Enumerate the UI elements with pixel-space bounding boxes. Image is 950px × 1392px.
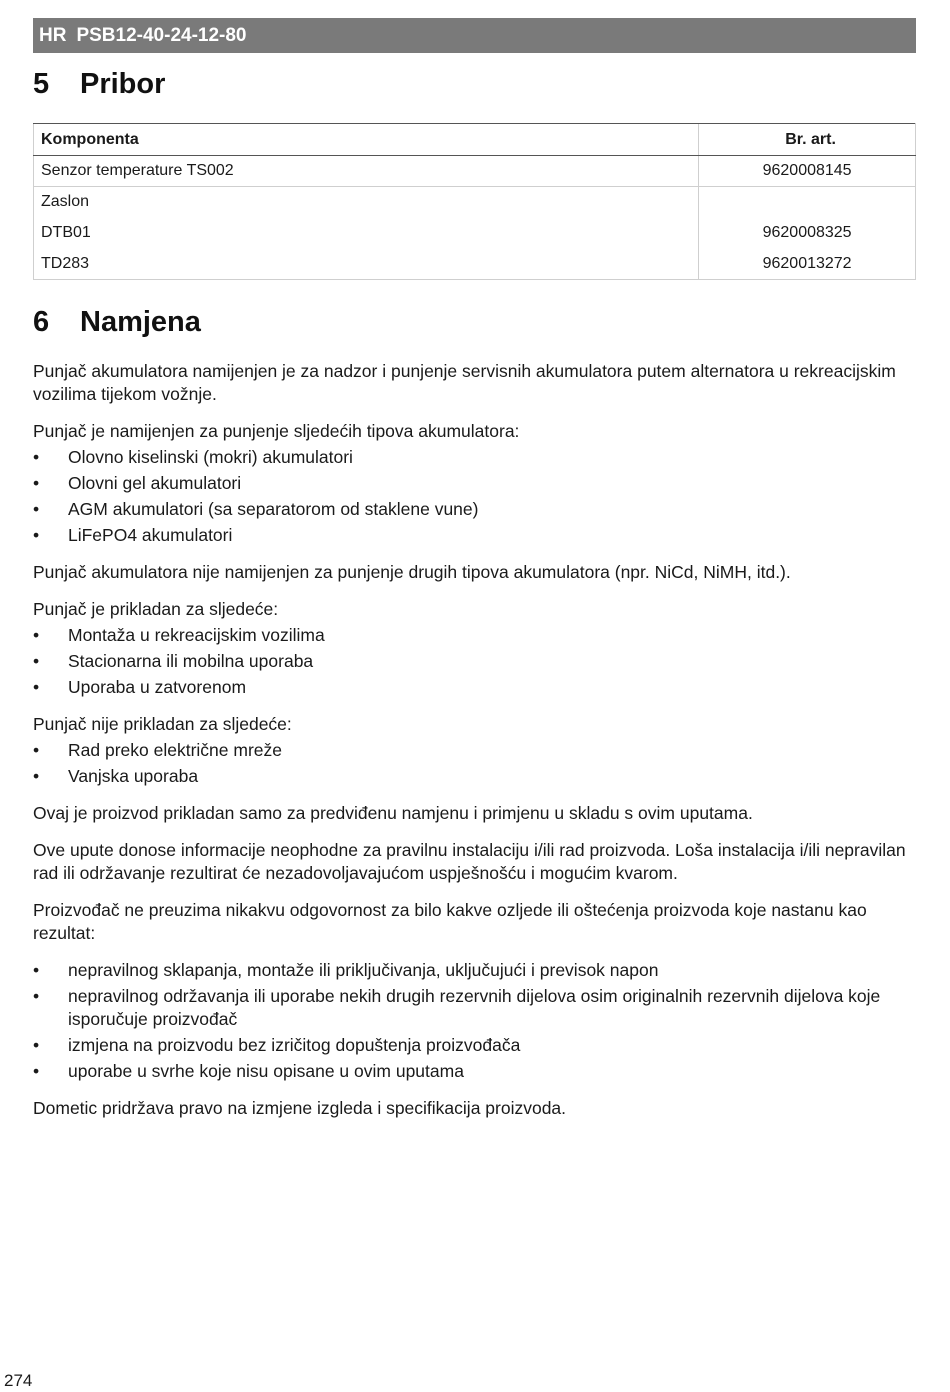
bullet-icon: • <box>33 447 40 467</box>
list-item: • izmjena na proizvodu bez izričitog dopuštenja proizvođača <box>33 1035 521 1055</box>
bullet-icon: • <box>33 651 40 671</box>
component-cell: TD283 <box>34 249 699 280</box>
paragraph-battery-intro: Punjač je namijenjen za punjenje sljedećih tipova akumulatora: <box>33 421 520 441</box>
list-item: • Montaža u rekreacijskim vozilima <box>33 625 325 645</box>
bullet-icon: • <box>33 677 40 697</box>
article-cell <box>699 187 916 218</box>
section-title: Pribor <box>80 68 166 100</box>
section-5-heading <box>33 68 165 101</box>
section-title: Namjena <box>80 306 201 338</box>
paragraph-liability-intro: Proizvođač ne preuzima nikakvu odgovornost za bilo kakve ozljede ili oštećenja proizvoda koje nastanu kao rezultat: <box>33 900 867 943</box>
list-item: • Olovno kiselinski (mokri) akumulatori <box>33 447 353 467</box>
bullet-icon: • <box>33 740 40 760</box>
component-cell: Senzor temperature TS002 <box>34 156 699 187</box>
article-cell: 9620008325 <box>699 218 916 249</box>
liability-list <box>33 959 916 1083</box>
suitable-list <box>33 624 916 699</box>
component-cell: Zaslon <box>34 187 699 218</box>
section-number: 6 <box>33 306 50 338</box>
article-cell: 9620008145 <box>699 156 916 187</box>
list-item: • Uporaba u zatvorenom <box>33 677 247 697</box>
list-item: • nepravilnog održavanja ili uporabe nekih drugih rezervnih dijelova osim originalnih rezervnih dijelova koje isporučuje proizvođač <box>33 986 881 1029</box>
paragraph-suitable-intro: Punjač je prikladan za sljedeće: <box>33 599 279 619</box>
paragraph-intended-use: Ovaj je proizvod prikladan samo za predviđenu namjenu i primjenu u skladu s ovim uputama. <box>33 803 753 823</box>
bullet-icon: • <box>33 525 40 545</box>
table-row <box>34 218 916 249</box>
section-number: 5 <box>33 68 50 100</box>
page-number: 274 <box>4 1371 33 1390</box>
column-header-component: Komponenta <box>34 124 699 156</box>
list-item: • nepravilnog sklapanja, montaže ili priključivanja, uključujući i previsok napon <box>33 960 659 980</box>
header-bar <box>33 18 916 53</box>
table-row <box>34 156 916 187</box>
bullet-icon: • <box>33 1061 40 1081</box>
paragraph-rights: Dometic pridržava pravo na izmjene izgleda i specifikacija proizvoda. <box>33 1098 567 1118</box>
paragraph-instructions: Ove upute donose informacije neophodne za pravilnu instalaciju i/ili rad proizvoda. Loša instalacija i/ili nepravilan rad ili održavanje rezultirat će nezadovoljavajućom uspješnošću i mogućim kvarom. <box>33 840 906 883</box>
section-6-body <box>33 360 916 1134</box>
not-suitable-list <box>33 739 916 788</box>
table-header-row <box>34 124 916 156</box>
bullet-icon: • <box>33 960 40 980</box>
bullet-icon: • <box>33 986 40 1006</box>
table-row <box>34 249 916 280</box>
list-item: • Olovni gel akumulatori <box>33 473 242 493</box>
section-6-heading <box>33 306 201 339</box>
bullet-icon: • <box>33 473 40 493</box>
language-code: HR <box>39 24 67 46</box>
bullet-icon: • <box>33 625 40 645</box>
list-item: • LiFePO4 akumulatori <box>33 525 233 545</box>
list-item: • uporabe u svrhe koje nisu opisane u ovim uputama <box>33 1061 464 1081</box>
paragraph-not-suitable-intro: Punjač nije prikladan za sljedeće: <box>33 714 292 734</box>
component-cell: DTB01 <box>34 218 699 249</box>
model-number: PSB12-40-24-12-80 <box>76 24 247 46</box>
list-item: • Vanjska uporaba <box>33 766 199 786</box>
accessories-table <box>33 123 916 280</box>
list-item: • Rad preko električne mreže <box>33 740 282 760</box>
list-item: • Stacionarna ili mobilna uporaba <box>33 651 314 671</box>
column-header-article: Br. art. <box>699 124 916 156</box>
article-cell: 9620013272 <box>699 249 916 280</box>
bullet-icon: • <box>33 766 40 786</box>
table-row <box>34 187 916 218</box>
paragraph-not-intended: Punjač akumulatora nije namijenjen za punjenje drugih tipova akumulatora (npr. NiCd, NiMH, itd.). <box>33 562 791 582</box>
list-item: • AGM akumulatori (sa separatorom od staklene vune) <box>33 499 479 519</box>
bullet-icon: • <box>33 499 40 519</box>
battery-types-list <box>33 446 916 547</box>
bullet-icon: • <box>33 1035 40 1055</box>
paragraph-purpose: Punjač akumulatora namijenjen je za nadzor i punjenje servisnih akumulatora putem alternatora u rekreacijskim vozilima tijekom vožnje. <box>33 361 896 404</box>
